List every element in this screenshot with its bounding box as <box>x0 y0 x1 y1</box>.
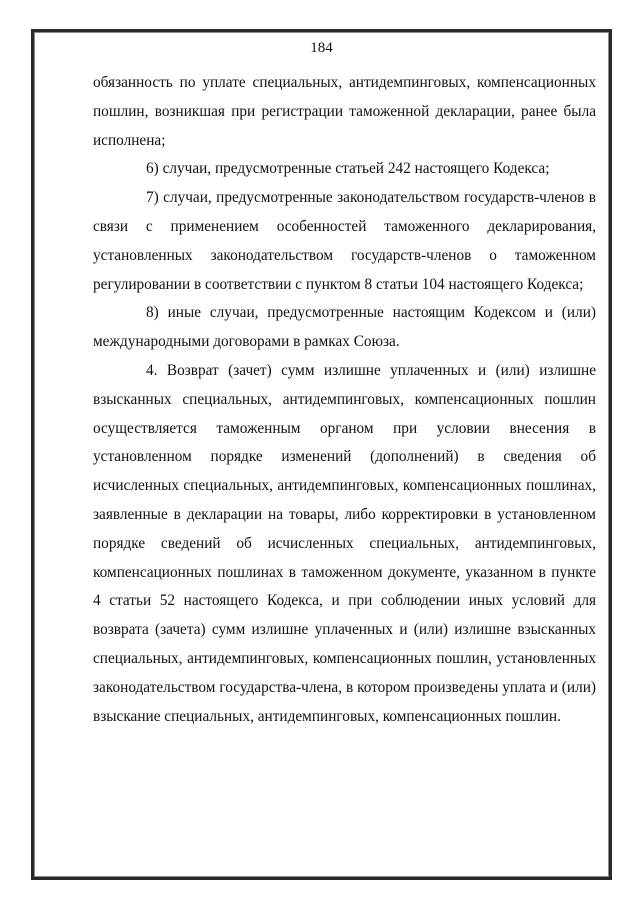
paragraph-continuation: обязанность по уплате специальных, антидемпинговых, компенсационных пошлин, возникшая при регистрации таможенной декларации, ранее была исполнена; <box>93 74 596 149</box>
paragraph-clause-4: 4. Возврат (зачет) сумм излишне уплаченных и (или) излишне взысканных специальных, антидемпинговых, компенсационных пошлин осуществляется таможенным органом при условии внесения в установленном порядке изменений (дополнений) в сведения об исчисленных специальных, антидемпинговых, компенсационных пошлинах, заявленные в декларации на товары, либо корректировки в установленном порядке сведений об исчисленных специальных, антидемпинговых, компенсационных пошлинах в таможенном документе, указанном в пункте 4 статьи 52 настоящего Кодекса, и при соблюдении иных условий для возврата (зачета) сумм излишне уплаченных и (или) излишне взысканных специальных, антидемпинговых, компенсационных пошлин, установленных законодательством государства-члена, в котором произведены уплата и (или) взыскание специальных, антидемпинговых, компенсационных пошлин. <box>93 361 596 725</box>
paragraph-item-6: 6) случаи, предусмотренные статьей 242 настоящего Кодекса; <box>146 160 550 178</box>
paragraph-item-8: 8) иные случаи, предусмотренные настоящим Кодексом и (или) международными договорами в рамках Союза. <box>93 304 596 351</box>
paragraph-item-7: 7) случаи, предусмотренные законодательством государств-членов в связи с применением особенностей таможенного декларирования, установленных законодательством государств-членов о таможенном регулировании в соответствии с пунктом 8 статьи 104 настоящего Кодекса; <box>93 189 596 293</box>
page-number: 184 <box>310 40 333 56</box>
page-frame <box>31 29 612 880</box>
document-body <box>93 69 596 731</box>
